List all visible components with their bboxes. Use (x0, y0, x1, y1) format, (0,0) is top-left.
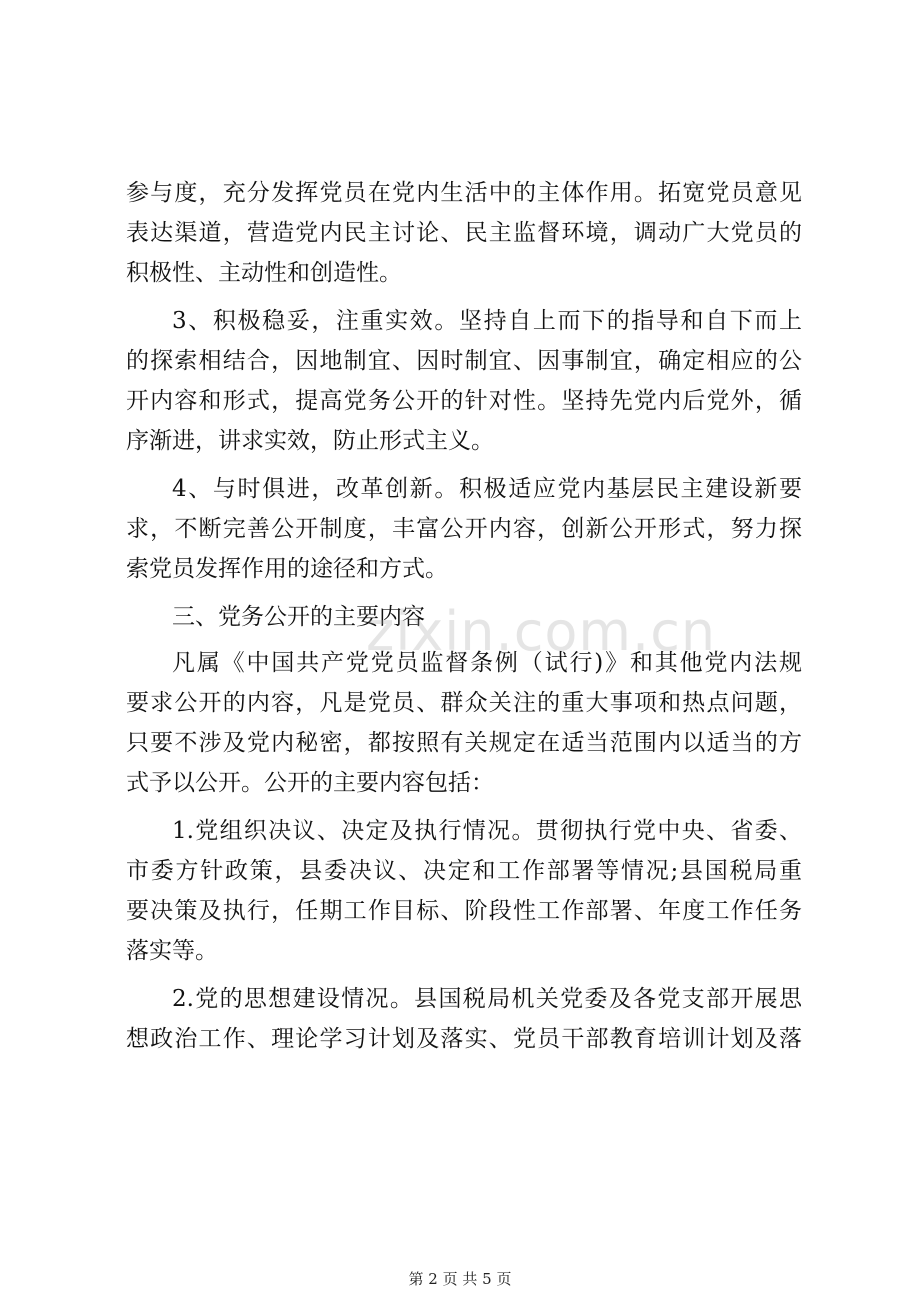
document-body (126, 173, 802, 1059)
text-line: 索党员发挥作用的途径和方式。 (126, 556, 448, 582)
text-line: 的探索相结合，因地制宜、因时制宜、因事制宜，确定相应的公 (126, 348, 802, 374)
text-line: 凡属《中国共产党党员监督条例（试行)》和其他党内法规 (172, 650, 802, 676)
text-line: 开内容和形式，提高党务公开的针对性。坚持先党内后党外，循 (126, 388, 802, 414)
text-line: 只要不涉及党内秘密，都按照有关规定在适当范围内以适当的方 (126, 730, 802, 756)
text-line: 要求公开的内容，凡是党员、群众关注的重大事项和热点问题， (126, 690, 802, 716)
text-line: 表达渠道，营造党内民主讨论、民主监督环境，调动广大党员的 (126, 220, 802, 246)
text-line: 参与度，充分发挥党员在党内生活中的主体作用。拓宽党员意见 (126, 180, 802, 206)
text-line: 求，不断完善公开制度，丰富公开内容，创新公开形式，努力探 (126, 516, 802, 542)
text-line: 市委方针政策，县委决议、决定和工作部署等情况;县国税局重 (126, 858, 802, 884)
text-line: 积极性、主动性和创造性。 (126, 260, 402, 286)
text-line: 2.党的思想建设情况。县国税局机关党委及各党支部开展思 (172, 986, 802, 1012)
watermark: zixin.com.cn (366, 600, 717, 663)
text-line: 落实等。 (126, 938, 218, 964)
text-line: 要决策及执行，任期工作目标、阶段性工作部署、年度工作任务 (126, 898, 802, 924)
text-line: 式予以公开。公开的主要内容包括： (126, 770, 494, 796)
text-line: 3、积极稳妥，注重实效。坚持自上而下的指导和自下而上 (172, 308, 802, 334)
text-line: 三、党务公开的主要内容 (172, 604, 425, 630)
text-line: 1.党组织决议、决定及执行情况。贯彻执行党中央、省委、 (172, 818, 802, 844)
text-line: 4、与时俱进，改革创新。积极适应党内基层民主建设新要 (172, 476, 802, 502)
page-footer: 第 2 页 共 5 页 (408, 1270, 512, 1288)
text-line: 想政治工作、理论学习计划及落实、党员干部教育培训计划及落 (126, 1026, 802, 1052)
text-line: 序渐进，讲求实效，防止形式主义。 (126, 428, 494, 454)
